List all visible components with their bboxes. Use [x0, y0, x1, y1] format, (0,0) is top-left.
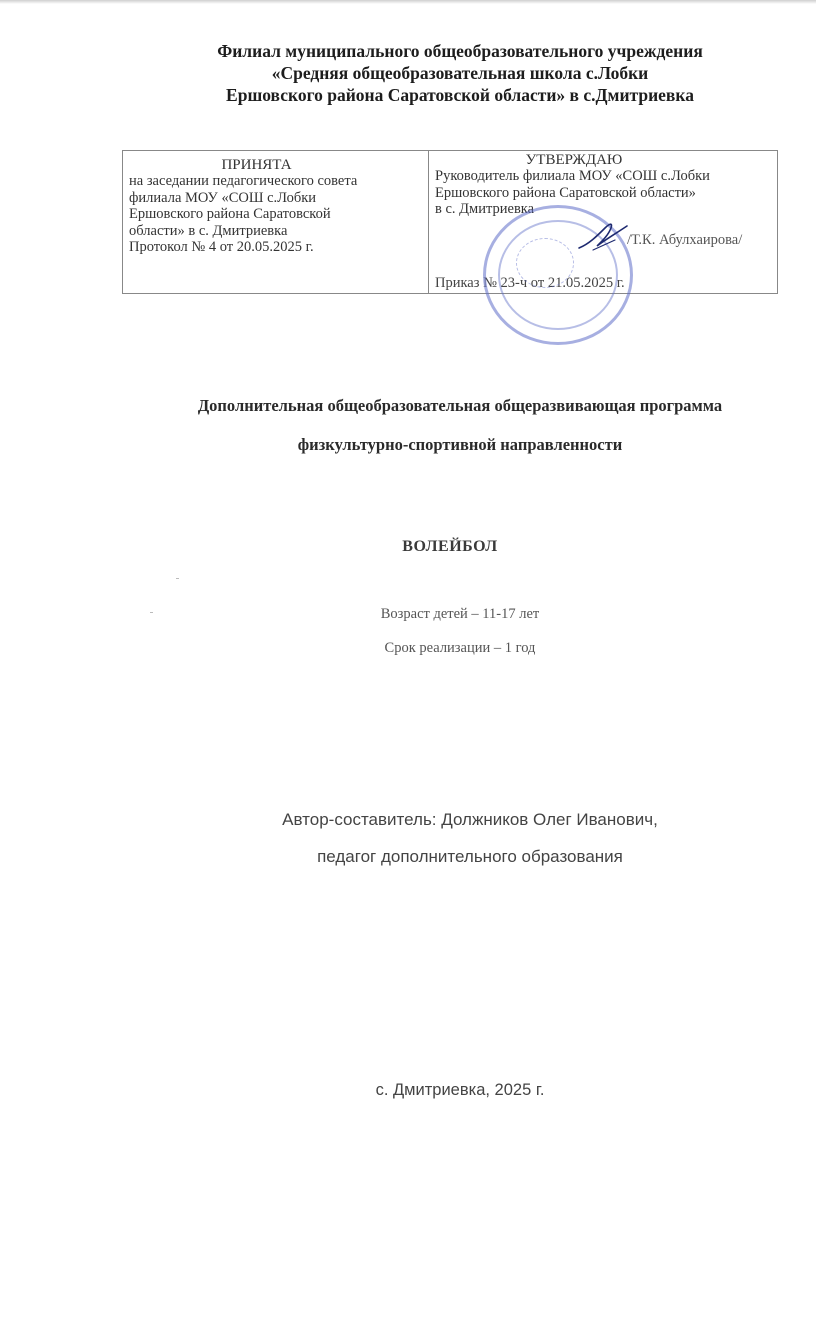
director-signature-name: /Т.К. Абулхаирова/: [627, 232, 743, 248]
approval-table: [122, 150, 778, 294]
accepted-title: ПРИНЯТА: [221, 157, 292, 173]
program-title: Дополнительная общеобразовательная общеразвивающая программа: [197, 396, 723, 415]
implementation-term: Срок реализации – 1 год: [384, 640, 536, 656]
place-and-year: с. Дмитриевка, 2025 г.: [375, 1081, 545, 1099]
accepted-block: [123, 151, 429, 293]
scan-speck: [176, 578, 179, 579]
author-name: Автор-составитель: Должников Олег Иванович,: [282, 810, 658, 829]
scan-speck: [150, 612, 153, 613]
header-line-2: «Средняя общеобразовательная школа с.Лобки: [271, 63, 649, 83]
approval-order: Приказ № 23-ч от 21.05.2025 г.: [435, 275, 625, 291]
page-edge: [0, 0, 816, 4]
accepted-protocol: Протокол № 4 от 20.05.2025 г.: [129, 239, 314, 255]
handwritten-signature: [575, 218, 631, 254]
approved-line-3: в с. Дмитриевка: [435, 201, 535, 217]
program-direction: физкультурно-спортивной направленности: [297, 435, 623, 454]
approved-line-1: Руководитель филиала МОУ «СОШ с.Лобки: [435, 168, 710, 184]
header-line-3: Ершовского района Саратовской области» в с.Дмитриевка: [226, 85, 694, 105]
author-position: педагог дополнительного образования: [317, 847, 623, 866]
program-subject: ВОЛЕЙБОЛ: [402, 538, 498, 555]
accepted-line-2: филиала МОУ «СОШ с.Лобки: [129, 189, 317, 206]
accepted-line-3: Ершовского района Саратовской: [129, 206, 331, 222]
children-age: Возраст детей – 11-17 лет: [380, 606, 540, 622]
approved-line-2: Ершовского района Саратовской области»: [435, 184, 696, 201]
institution-header: [100, 40, 816, 106]
seal-core: [516, 238, 574, 288]
header-line-1: Филиал муниципального общеобразовательного учреждения: [217, 41, 703, 61]
accepted-line-4: области» в с. Дмитриевка: [129, 222, 288, 239]
approved-title: УТВЕРЖДАЮ: [525, 152, 623, 168]
accepted-line-1: на заседании педагогического совета: [129, 173, 358, 189]
